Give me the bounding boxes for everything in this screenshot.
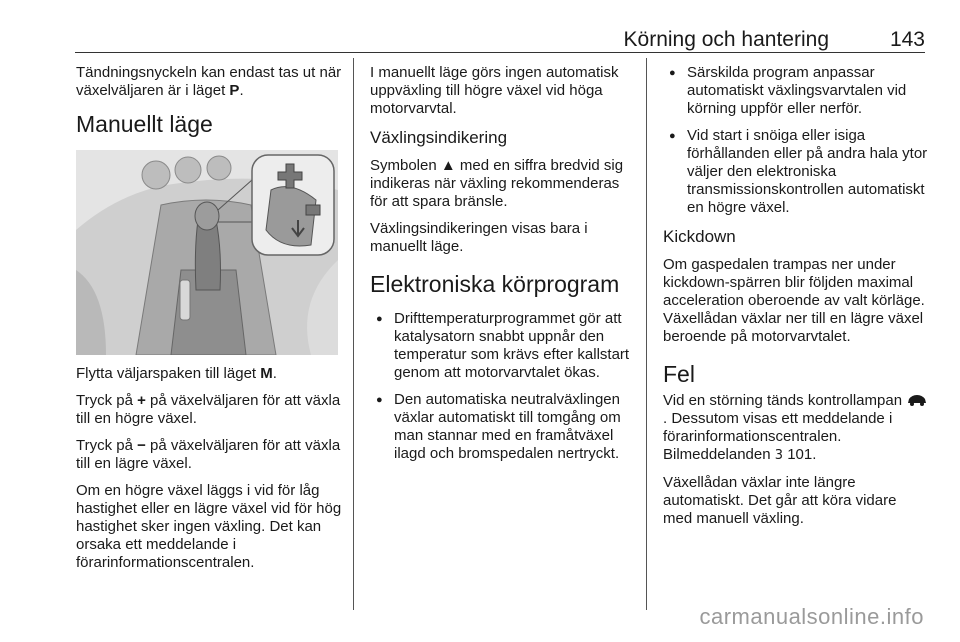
section-heading-fault: Fel — [663, 361, 695, 387]
car-warning-icon — [906, 394, 928, 406]
section-heading-kickdown: Kickdown — [663, 227, 736, 246]
page-header — [75, 22, 925, 54]
paragraph-shift-down: Tryck på − på växelväljaren för att växla till en lägre växel. — [76, 437, 341, 472]
column-divider — [646, 58, 647, 610]
bullet-list — [663, 64, 929, 217]
page-number: 143 — [889, 28, 925, 51]
column-3 — [663, 64, 929, 537]
plus-icon: + — [137, 392, 146, 409]
page-reference-icon: 3 — [774, 448, 784, 463]
paragraph-indicator-manual: Växlingsindikeringen visas bara i manuellt läge. — [370, 220, 588, 255]
paragraph-indicator-symbol: Symbolen ▲ med en siffra bredvid sig indikeras när växling rekommenderas för att spara bränsle. — [370, 157, 624, 210]
paragraph-fault: Vid en störning tänds kontrollampan . Dessutom visas ett meddelande i förarinformationscentralen. Bilmeddelanden 3 101. — [663, 392, 929, 465]
list-item: ● Vid start i snöiga eller isiga förhållanden eller på andra hala ytor väljer den elektroniska transmissionskontrollen automatiskt en högre växel. — [663, 127, 929, 217]
list-item: ● Den automatiska neutralväxlingen växlar automatiskt till tomgång om man stannar med en framåtväxel ilagd och bromspedalen nertryckt. — [370, 391, 636, 463]
minus-icon: − — [137, 437, 146, 454]
column-divider — [353, 58, 354, 610]
list-item: ● Särskilda program anpassar automatiskt växlingsvarvtalen vid körning uppför eller nerför. — [663, 64, 929, 118]
paragraph-manual-upshift: I manuellt läge görs ingen automatisk uppväxling till högre växel vid höga motorvarvtal. — [370, 64, 619, 117]
paragraph-shift-up: Tryck på + på växelväljaren för att växla till en högre växel. — [76, 392, 341, 427]
section-heading-shift-indicator: Växlingsindikering — [370, 128, 508, 147]
paragraph-no-shift: Om en högre växel läggs i vid för låg hastighet eller en lägre växel vid för hög hastighet sker ingen växling. Det kan orsaka ett meddelande i förarinformationscentralen. — [76, 482, 342, 571]
paragraph-m-position: Flytta väljarspaken till läget M. — [76, 365, 277, 382]
watermark-brand: carmanualsonline.info — [699, 604, 924, 629]
intro-paragraph: Tändningsnyckeln kan endast tas ut när växelväljaren är i läget P. — [76, 64, 342, 99]
section-heading-manual: Manuellt läge — [76, 111, 213, 137]
header-rule — [75, 52, 925, 53]
column-1 — [76, 64, 342, 581]
paragraph-kickdown: Om gaspedalen trampas ner under kickdown-spärren blir följden maximal acceleration oberoende av valt körläge. Växellådan växlar ner till en lägre växel beroende på motorvarvtalet. — [663, 256, 925, 345]
section-heading-electronic-programs: Elektroniska körprogram — [370, 271, 620, 297]
gear-selector-illustration — [76, 150, 338, 355]
bullet-list — [370, 310, 636, 463]
column-2 — [370, 64, 636, 472]
list-item: ● Drifttemperaturprogrammet gör att katalysatorn snabbt uppnår den temperatur som krävs efter kallstart genom att motorvarvtalet ökas. — [370, 310, 636, 382]
triangle-up-icon: ▲ — [440, 157, 456, 174]
paragraph-no-auto-shift: Växellådan växlar inte längre automatiskt. Det går att köra vidare med manuell växling. — [663, 474, 897, 527]
chapter-title: Körning och hantering — [623, 28, 829, 51]
